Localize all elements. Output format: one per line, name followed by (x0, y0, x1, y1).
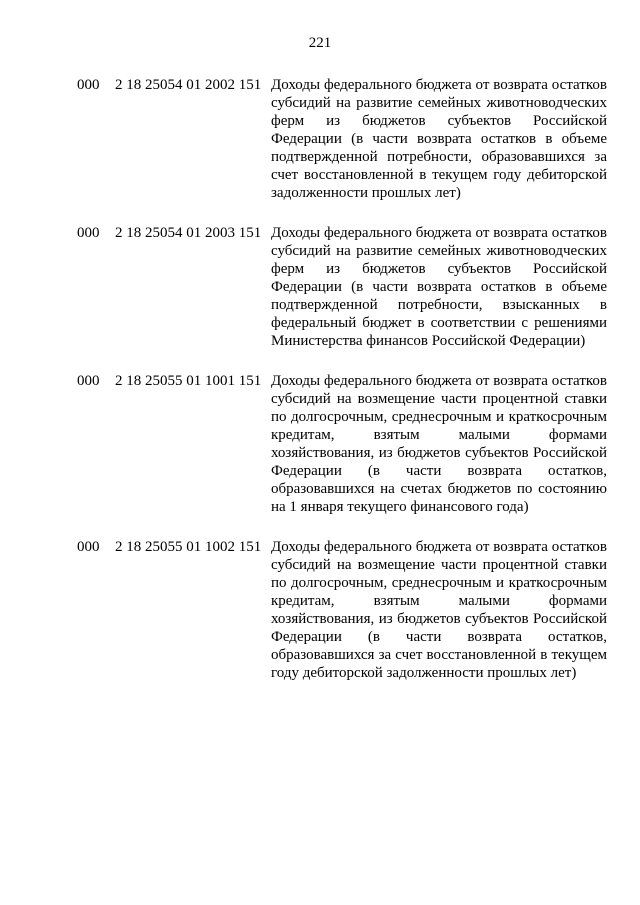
budget-code-entry (0, 76, 640, 202)
budget-code-list (0, 76, 640, 704)
budget-classification-code: 2 18 25055 01 1001 151 (115, 373, 262, 389)
budget-classification-code: 2 18 25054 01 2002 151 (115, 77, 262, 93)
income-description: Доходы федерального бюджета от возврата остатков субсидий на развитие семейных животноводческих ферм из бюджетов субъектов Российской Федерации (в части возврата остатков в объеме подтвержденной потребности, взысканных в федеральный бюджет в соответствии с решениями Министерства финансов Российской Федерации) (271, 225, 607, 349)
administrator-code: 000 (77, 539, 100, 555)
budget-code-entry (0, 372, 640, 516)
budget-code-entry (0, 224, 640, 350)
budget-code-entry (0, 538, 640, 682)
budget-classification-code: 2 18 25055 01 1002 151 (115, 539, 262, 555)
administrator-code: 000 (77, 77, 100, 93)
budget-classification-code: 2 18 25054 01 2003 151 (115, 225, 262, 241)
income-description: Доходы федерального бюджета от возврата остатков субсидий на развитие семейных животноводческих ферм из бюджетов субъектов Российской Федерации (в части возврата остатков в объеме подтвержденной потребности, образовавшихся за счет восстановленной в текущем году дебиторской задолженности прошлых лет) (271, 77, 607, 201)
income-description: Доходы федерального бюджета от возврата остатков субсидий на возмещение части процентной ставки по долгосрочным, среднесрочным и краткосрочным кредитам, взятым малыми формами хозяйствования, из бюджетов субъектов Российской Федерации (в части возврата остатков, образовавшихся за счет восстановленной в текущем году дебиторской задолженности прошлых лет) (271, 539, 607, 681)
page-number: 221 (308, 35, 332, 51)
administrator-code: 000 (77, 373, 100, 389)
administrator-code: 000 (77, 225, 100, 241)
income-description: Доходы федерального бюджета от возврата остатков субсидий на возмещение части процентной ставки по долгосрочным, среднесрочным и краткосрочным кредитам, взятым малыми формами хозяйствования, из бюджетов субъектов Российской Федерации (в части возврата остатков, образовавшихся на счетах бюджетов по состоянию на 1 января текущего финансового года) (271, 373, 607, 515)
